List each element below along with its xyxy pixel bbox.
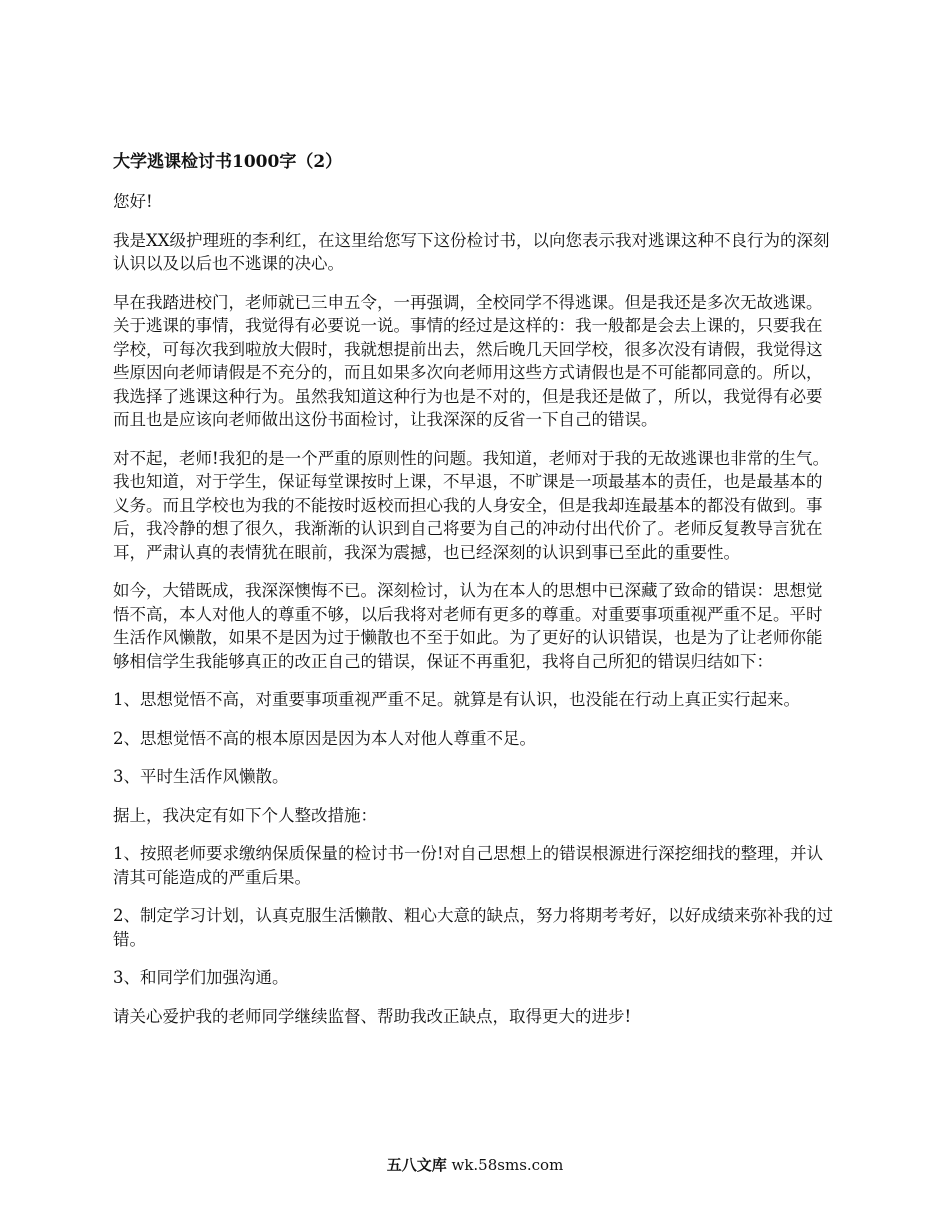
closing-paragraph: 请关心爱护我的老师同学继续监督、帮助我改正缺点，取得更大的进步! — [113, 1006, 632, 1026]
footer-url[interactable]: wk.58sms.com — [451, 1156, 564, 1174]
measure-item-1: 1、按照老师要求缴纳保质保量的检讨书一份!对自己思想上的错误根源进行深挖细找的整理，并认清其可能造成的严重后果。 — [113, 844, 824, 887]
page-footer — [0, 1155, 950, 1175]
apology-paragraph: 对不起，老师!我犯的是一个严重的原则性的问题。我知道，老师对于我的无故逃课也非常的生气。我也知道，对于学生，保证每堂课按时上课，不早退，不旷课是一项最基本的责任，也是最基本的义务。而且学校也为我的不能按时返校而担心我的人身安全，但是我却连最基本的都没有做到。事后，我冷静的想了很久，我渐渐的认识到自己将要为自己的冲动付出代价了。老师反复教导言犹在耳，严肃认真的表情犹在眼前，我深为震撼，也已经深刻的认识到事已至此的重要性。 — [113, 448, 830, 562]
reflection-paragraph: 如今，大错既成，我深深懊悔不已。深刻检讨，认为在本人的思想中已深藏了致命的错误：思想觉悟不高，本人对他人的尊重不够，以后我将对老师有更多的尊重。对重要事项重视严重不足。平时生活作风懒散，如果不是因为过于懒散也不至于如此。为了更好的认识错误，也是为了让老师你能够相信学生我能够真正的改正自己的错误，保证不再重犯，我将自己所犯的错误归结如下： — [113, 581, 823, 671]
measure-item-3: 3、和同学们加强沟通。 — [113, 968, 289, 987]
greeting-paragraph: 您好! — [113, 192, 153, 211]
footer-brand: 五八文库 — [386, 1156, 447, 1174]
document-title: 大学逃课检讨书1000字（2） — [113, 152, 343, 172]
document-page — [113, 150, 838, 1043]
measures-heading: 据上，我决定有如下个人整改措施： — [113, 805, 377, 825]
mistake-item-1: 1、思想觉悟不高，对重要事项重视严重不足。就算是有认识，也没能在行动上真正实行起来。 — [113, 690, 800, 709]
mistake-item-2: 2、思想觉悟不高的根本原因是因为本人对他人尊重不足。 — [113, 728, 536, 748]
background-paragraph: 早在我踏进校门，老师就已三申五令，一再强调，全校同学不得逃课。但是我还是多次无故逃课。关于逃课的事情，我觉得有必要说一说。事情的经过是这样的：我一般都是会去上课的，只要我在学校，可每次我到啦放大假时，我就想提前出去，然后晚几天回学校，很多次没有请假，我觉得这些原因向老师请假是不充分的，而且如果多次向老师用这些方式请假也是不可能都同意的。所以，我选择了逃课这种行为。虽然我知道这种行为也是不对的，但是我还是做了，所以，我觉得有必要而且也是应该向老师做出这份书面检讨，让我深深的反省一下自己的错误。 — [113, 292, 823, 429]
measure-item-2: 2、制定学习计划，认真克服生活懒散、粗心大意的缺点，努力将期考考好，以好成绩来弥补我的过错。 — [113, 906, 833, 949]
mistake-item-3: 3、平时生活作风懒散。 — [113, 767, 289, 786]
intro-paragraph: 我是XX级护理班的李利红，在这里给您写下这份检讨书，以向您表示我对逃课这种不良行为的深刻认识以及以后也不逃课的决心。 — [113, 230, 830, 273]
